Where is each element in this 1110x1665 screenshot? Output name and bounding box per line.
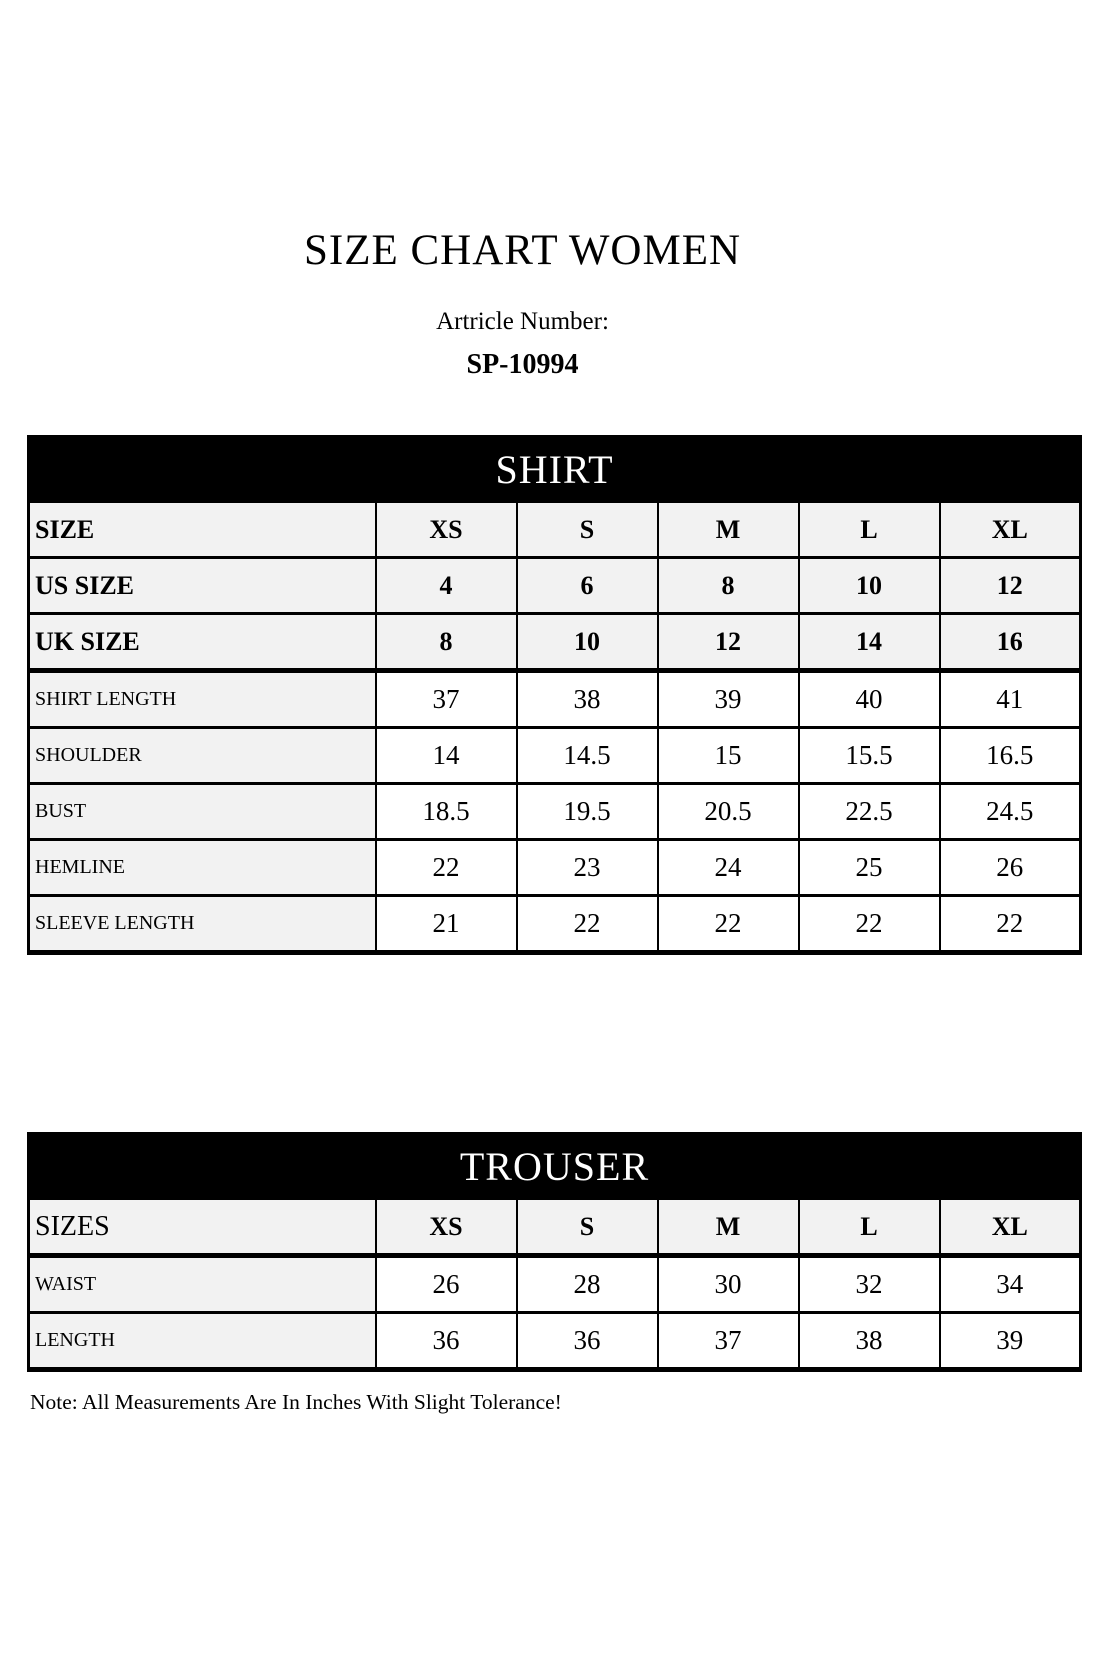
cell-label: UK SIZE — [29, 614, 376, 671]
cell-value: 14 — [799, 614, 940, 671]
table-row — [29, 502, 1081, 558]
cell-value: 36 — [376, 1313, 517, 1370]
cell-value: 21 — [376, 896, 517, 953]
table-banner-row — [29, 1134, 1081, 1199]
cell-label: SHOULDER — [29, 728, 376, 784]
cell-value: 37 — [658, 1313, 799, 1370]
table-row — [29, 614, 1081, 671]
cell-value: 20.5 — [658, 784, 799, 840]
cell-value: 36 — [517, 1313, 658, 1370]
table-row — [29, 840, 1081, 896]
table-banner-row — [29, 437, 1081, 502]
table-row — [29, 558, 1081, 614]
cell-value: L — [799, 502, 940, 558]
cell-value: 19.5 — [517, 784, 658, 840]
cell-value: 22 — [517, 896, 658, 953]
cell-value: 26 — [940, 840, 1081, 896]
cell-label: SIZE — [29, 502, 376, 558]
cell-value: 40 — [799, 671, 940, 728]
cell-value: 23 — [517, 840, 658, 896]
cell-value: 34 — [940, 1256, 1081, 1313]
cell-value: 18.5 — [376, 784, 517, 840]
cell-value: XS — [376, 1199, 517, 1256]
cell-value: 39 — [658, 671, 799, 728]
cell-value: L — [799, 1199, 940, 1256]
cell-value: 15.5 — [799, 728, 940, 784]
shirt-table-title: SHIRT — [29, 437, 1081, 502]
table-row — [29, 1256, 1081, 1313]
cell-value: 22 — [940, 896, 1081, 953]
cell-value: 37 — [376, 671, 517, 728]
cell-value: 10 — [799, 558, 940, 614]
cell-value: 16 — [940, 614, 1081, 671]
measurement-note: Note: All Measurements Are In Inches With Slight Tolerance! — [30, 1390, 562, 1414]
cell-value: 30 — [658, 1256, 799, 1313]
cell-value: S — [517, 502, 658, 558]
shirt-table — [27, 435, 1082, 955]
cell-value: 24.5 — [940, 784, 1081, 840]
cell-value: 16.5 — [940, 728, 1081, 784]
cell-value: 41 — [940, 671, 1081, 728]
cell-value: 14 — [376, 728, 517, 784]
article-number-label: Artricle Number: — [436, 308, 609, 335]
cell-label: WAIST — [29, 1256, 376, 1313]
trouser-size-table — [27, 1132, 1081, 1372]
cell-value: M — [658, 502, 799, 558]
cell-value: 14.5 — [517, 728, 658, 784]
page-title: SIZE CHART WOMEN — [303, 227, 742, 274]
cell-value: 38 — [517, 671, 658, 728]
article-number-value: SP-10994 — [466, 349, 579, 380]
cell-value: XL — [940, 502, 1081, 558]
cell-value: 38 — [799, 1313, 940, 1370]
cell-value: 22 — [799, 896, 940, 953]
table-row — [29, 1199, 1081, 1256]
cell-label: SIZES — [29, 1199, 376, 1256]
table-row — [29, 728, 1081, 784]
cell-value: 22.5 — [799, 784, 940, 840]
cell-value: 8 — [376, 614, 517, 671]
cell-value: 12 — [658, 614, 799, 671]
cell-value: 6 — [517, 558, 658, 614]
table-row — [29, 896, 1081, 953]
cell-value: 10 — [517, 614, 658, 671]
cell-label: BUST — [29, 784, 376, 840]
table-row — [29, 1313, 1081, 1370]
cell-label: HEMLINE — [29, 840, 376, 896]
cell-value: S — [517, 1199, 658, 1256]
cell-value: 32 — [799, 1256, 940, 1313]
cell-value: XS — [376, 502, 517, 558]
cell-value: XL — [940, 1199, 1081, 1256]
cell-value: 8 — [658, 558, 799, 614]
cell-value: 28 — [517, 1256, 658, 1313]
cell-label: SHIRT LENGTH — [29, 671, 376, 728]
cell-value: 12 — [940, 558, 1081, 614]
cell-label: US SIZE — [29, 558, 376, 614]
cell-value: 25 — [799, 840, 940, 896]
cell-value: 15 — [658, 728, 799, 784]
shirt-size-table — [27, 435, 1081, 955]
cell-label: LENGTH — [29, 1313, 376, 1370]
cell-value: 4 — [376, 558, 517, 614]
trouser-table-title: TROUSER — [29, 1134, 1081, 1199]
table-row — [29, 671, 1081, 728]
cell-value: 26 — [376, 1256, 517, 1313]
cell-value: 24 — [658, 840, 799, 896]
cell-value: 39 — [940, 1313, 1081, 1370]
table-row — [29, 784, 1081, 840]
cell-value: 22 — [658, 896, 799, 953]
cell-value: 22 — [376, 840, 517, 896]
trouser-table — [27, 1132, 1082, 1372]
cell-label: SLEEVE LENGTH — [29, 896, 376, 953]
cell-value: M — [658, 1199, 799, 1256]
